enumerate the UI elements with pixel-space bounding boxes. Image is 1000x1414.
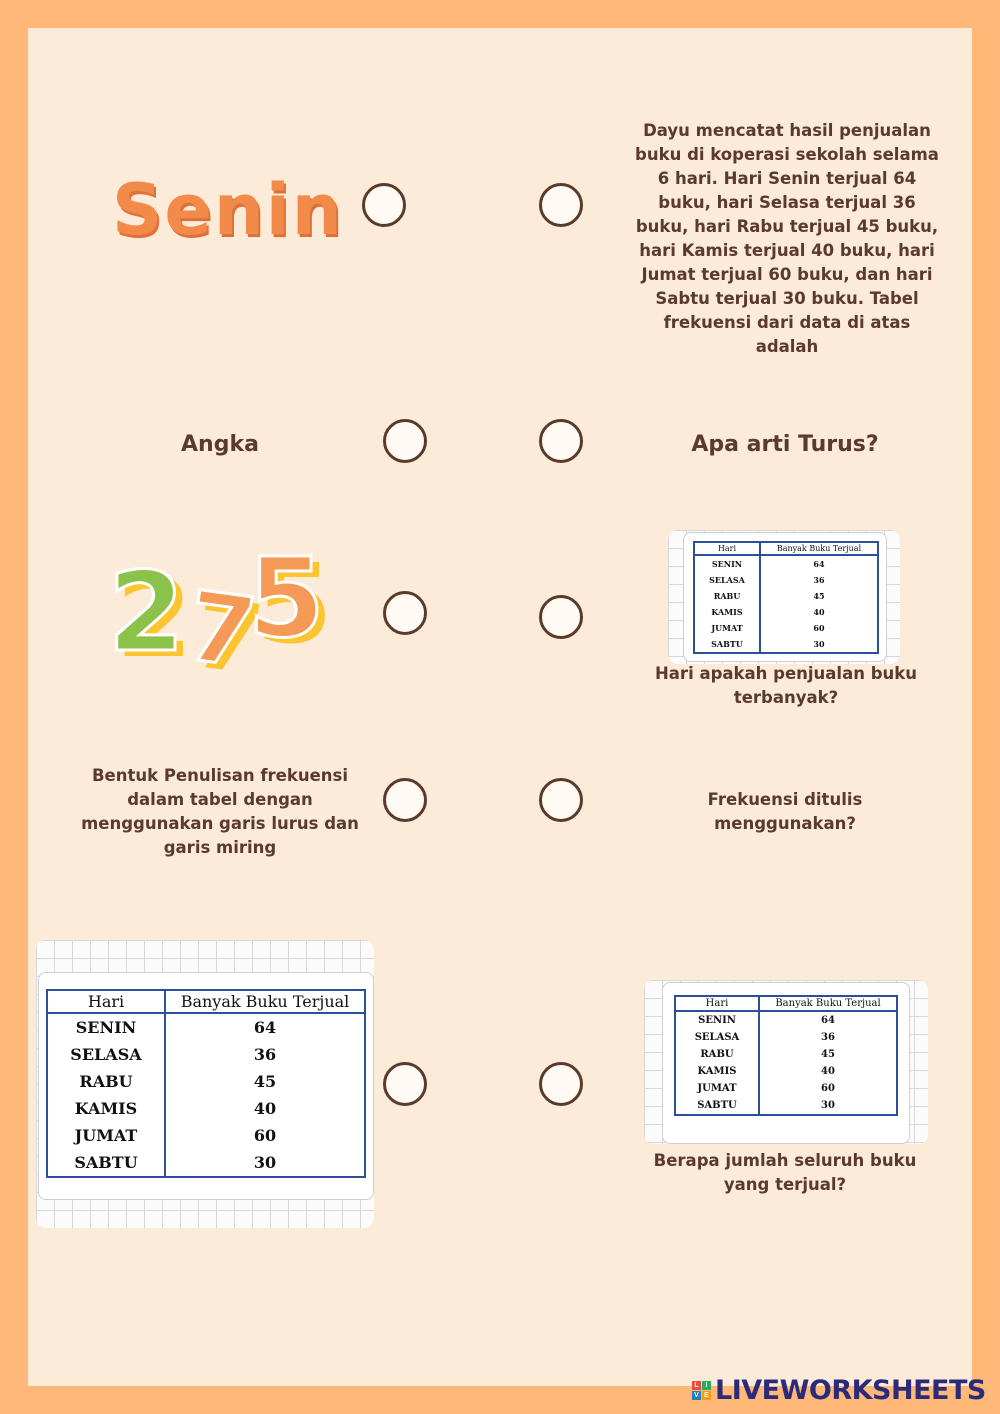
table-row bbox=[694, 588, 878, 604]
match-dot-right-1[interactable] bbox=[539, 183, 583, 227]
table-row bbox=[675, 1029, 897, 1046]
table-cell-day: SENIN bbox=[675, 1011, 759, 1029]
table-cell-day: JUMAT bbox=[694, 620, 760, 636]
match-dot-left-5[interactable] bbox=[383, 1062, 427, 1106]
table-cell-count: 64 bbox=[165, 1013, 365, 1041]
match-dot-right-3[interactable] bbox=[539, 595, 583, 639]
table-cell-day: SABTU bbox=[47, 1149, 165, 1177]
table-cell-day: RABU bbox=[675, 1046, 759, 1063]
table-cell-count: 36 bbox=[760, 572, 878, 588]
liveworksheets-mark-icon bbox=[692, 1381, 711, 1400]
table-header-day: Hari bbox=[675, 996, 759, 1011]
match-dot-left-3[interactable] bbox=[383, 591, 427, 635]
senin-word-text: Senin bbox=[112, 169, 344, 251]
table-cell-day: JUMAT bbox=[675, 1080, 759, 1097]
frequency-table-small-1 bbox=[693, 541, 879, 654]
table-cell-count: 60 bbox=[165, 1122, 365, 1149]
question-3-text: Hari apakah penjualan buku terbanyak? bbox=[654, 664, 917, 707]
table-row bbox=[675, 1046, 897, 1063]
table-row bbox=[47, 1095, 365, 1122]
table-cell-day: SABTU bbox=[675, 1097, 759, 1115]
table-row bbox=[47, 1149, 365, 1177]
table-cell-count: 36 bbox=[165, 1041, 365, 1068]
liveworksheets-logo[interactable] bbox=[692, 1372, 992, 1408]
table-cell-day: RABU bbox=[694, 588, 760, 604]
table-header-count: Banyak Buku Terjual bbox=[165, 990, 365, 1013]
table-row bbox=[694, 555, 878, 572]
table-cell-count: 45 bbox=[759, 1046, 897, 1063]
table-header-count: Banyak Buku Terjual bbox=[760, 542, 878, 555]
table-row bbox=[675, 1097, 897, 1115]
table-cell-day: KAMIS bbox=[47, 1095, 165, 1122]
table-cell-count: 45 bbox=[165, 1068, 365, 1095]
match-dot-right-2[interactable] bbox=[539, 419, 583, 463]
senin-word-art bbox=[112, 160, 342, 270]
question-5-text: Berapa jumlah seluruh buku yang terjual? bbox=[653, 1151, 917, 1194]
bentuk-penulisan-text: Bentuk Penulisan frekuensi dalam tabel dengan menggunakan garis lurus dan garis miring bbox=[81, 766, 359, 857]
number-art-digit-1: 2 bbox=[108, 548, 185, 676]
table-cell-count: 64 bbox=[759, 1011, 897, 1029]
table-cell-day: RABU bbox=[47, 1068, 165, 1095]
table-header-count: Banyak Buku Terjual bbox=[759, 996, 897, 1011]
number-art-digit-3: 5 bbox=[248, 534, 325, 662]
match-dot-left-1[interactable] bbox=[362, 183, 406, 227]
table-row bbox=[47, 1013, 365, 1041]
match-dot-left-2[interactable] bbox=[383, 419, 427, 463]
table-cell-count: 60 bbox=[759, 1080, 897, 1097]
question-4-text: Frekuensi ditulis menggunakan? bbox=[707, 790, 863, 833]
table-cell-day: SENIN bbox=[47, 1013, 165, 1041]
table-row bbox=[47, 1041, 365, 1068]
question-1-text: Dayu mencatat hasil penjualan buku di koperasi sekolah selama 6 hari. Hari Senin terjual 64 buku, hari Selasa terjual 36 buku, hari Rabu terjual 45 buku, hari Kamis terjual 40 buku, hari Jumat terjual 60 buku, dan hari Sabtu terjual 30 buku. Tabel frekuensi dari data di atas adalah bbox=[635, 121, 939, 356]
question-2-text: Apa arti Turus? bbox=[691, 432, 879, 457]
logo-letter-l: L bbox=[692, 1381, 701, 1390]
table-cell-count: 64 bbox=[760, 555, 878, 572]
match-dot-left-4[interactable] bbox=[383, 778, 427, 822]
table-cell-count: 30 bbox=[165, 1149, 365, 1177]
table-row bbox=[694, 636, 878, 653]
table-header-day: Hari bbox=[47, 990, 165, 1013]
table-cell-day: JUMAT bbox=[47, 1122, 165, 1149]
table-cell-count: 40 bbox=[759, 1063, 897, 1080]
frequency-table-small-2 bbox=[674, 995, 898, 1116]
table-cell-count: 36 bbox=[759, 1029, 897, 1046]
number-art-digit-2: 7 bbox=[180, 569, 263, 691]
table-cell-count: 60 bbox=[760, 620, 878, 636]
table-cell-day: KAMIS bbox=[694, 604, 760, 620]
table-cell-day: SABTU bbox=[694, 636, 760, 653]
table-row bbox=[47, 1068, 365, 1095]
table-row bbox=[47, 1122, 365, 1149]
table-row bbox=[675, 1011, 897, 1029]
table-cell-day: KAMIS bbox=[675, 1063, 759, 1080]
frequency-table-large bbox=[46, 989, 366, 1178]
logo-letter-e: E bbox=[702, 1391, 711, 1400]
table-cell-day: SELASA bbox=[47, 1041, 165, 1068]
table-cell-count: 40 bbox=[165, 1095, 365, 1122]
table-cell-count: 30 bbox=[760, 636, 878, 653]
table-row bbox=[675, 1080, 897, 1097]
table-cell-day: SELASA bbox=[694, 572, 760, 588]
table-cell-count: 30 bbox=[759, 1097, 897, 1115]
logo-letter-i: I bbox=[702, 1381, 711, 1390]
number-art-275 bbox=[100, 534, 340, 691]
angka-label: Angka bbox=[181, 432, 259, 457]
table-cell-count: 40 bbox=[760, 604, 878, 620]
table-row bbox=[694, 572, 878, 588]
table-cell-count: 45 bbox=[760, 588, 878, 604]
liveworksheets-logo-text: LIVEWORKSHEETS bbox=[715, 1374, 986, 1406]
match-dot-right-5[interactable] bbox=[539, 1062, 583, 1106]
table-row bbox=[694, 620, 878, 636]
table-row bbox=[675, 1063, 897, 1080]
table-cell-day: SENIN bbox=[694, 555, 760, 572]
match-dot-right-4[interactable] bbox=[539, 778, 583, 822]
table-row bbox=[694, 604, 878, 620]
logo-letter-v: V bbox=[692, 1391, 701, 1400]
table-cell-day: SELASA bbox=[675, 1029, 759, 1046]
table-header-day: Hari bbox=[694, 542, 760, 555]
